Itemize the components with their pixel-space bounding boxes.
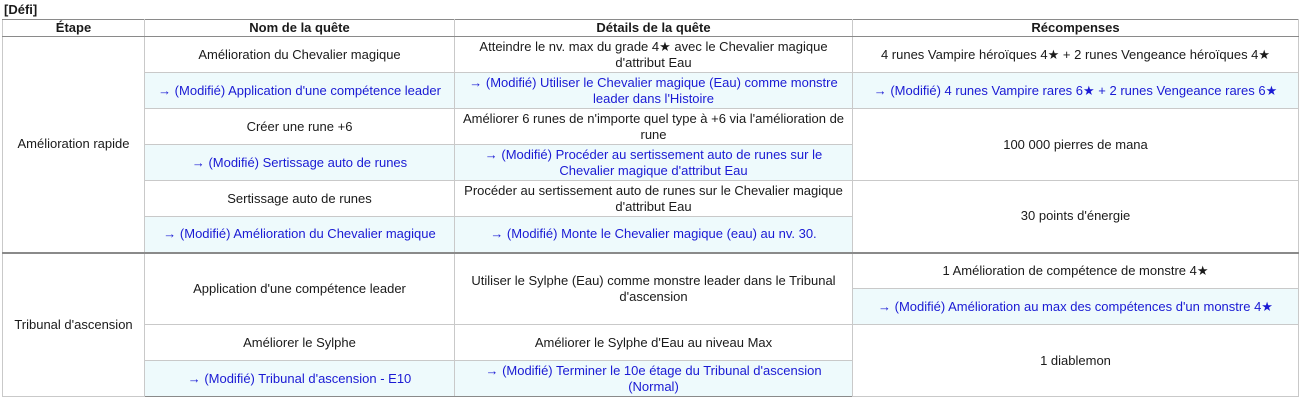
quest-details-cell: Utiliser le Sylphe (Eau) comme monstre leader dans le Tribunal d'ascension bbox=[455, 253, 853, 325]
quest-name-cell: Amélioration du Chevalier magique bbox=[145, 37, 455, 73]
header-quest-name: Nom de la quête bbox=[145, 20, 455, 37]
quest-details-cell: Procéder au sertissement auto de runes sur le Chevalier magique d'attribut Eau bbox=[455, 181, 853, 217]
reward-cell: 30 points d'énergie bbox=[853, 181, 1299, 253]
reward-cell: 100 000 pierres de mana bbox=[853, 109, 1299, 181]
stage-cell: Amélioration rapide bbox=[3, 37, 145, 253]
table-row bbox=[3, 181, 1299, 217]
quest-name-cell: Application d'une compétence leader bbox=[145, 253, 455, 325]
section-caption: [Défi] bbox=[4, 2, 38, 17]
header-quest-details: Détails de la quête bbox=[455, 20, 853, 37]
reward-cell: 4 runes Vampire héroïques 4★ + 2 runes Vengeance héroïques 4★ bbox=[853, 37, 1299, 73]
modified-quest-details-cell: → (Modifié) Terminer le 10e étage du Tribunal d'ascension (Normal) bbox=[455, 361, 853, 397]
header-row bbox=[3, 20, 1299, 37]
stage-cell: Tribunal d'ascension bbox=[3, 253, 145, 397]
modified-quest-name-cell: → (Modifié) Tribunal d'ascension - E10 bbox=[145, 361, 455, 397]
modified-quest-details-cell: → (Modifié) Monte le Chevalier magique (eau) au nv. 30. bbox=[455, 217, 853, 253]
header-rewards: Récompenses bbox=[853, 20, 1299, 37]
modified-reward-cell: → (Modifié) 4 runes Vampire rares 6★ + 2 runes Vengeance rares 6★ bbox=[853, 73, 1299, 109]
modified-quest-name-cell: → (Modifié) Amélioration du Chevalier magique bbox=[145, 217, 455, 253]
modified-reward-cell: → (Modifié) Amélioration au max des compétences d'un monstre 4★ bbox=[853, 289, 1299, 325]
quest-details-cell: Atteindre le nv. max du grade 4★ avec le Chevalier magique d'attribut Eau bbox=[455, 37, 853, 73]
reward-cell: 1 Amélioration de compétence de monstre 4★ bbox=[853, 253, 1299, 289]
modified-quest-details-cell: → (Modifié) Procéder au sertissement auto de runes sur le Chevalier magique d'attribut Eau bbox=[455, 145, 853, 181]
modified-quest-name-cell: → (Modifié) Sertissage auto de runes bbox=[145, 145, 455, 181]
quest-name-cell: Créer une rune +6 bbox=[145, 109, 455, 145]
quest-name-cell: Améliorer le Sylphe bbox=[145, 325, 455, 361]
quest-details-cell: Améliorer 6 runes de n'importe quel type à +6 via l'amélioration de rune bbox=[455, 109, 853, 145]
quest-name-cell: Sertissage auto de runes bbox=[145, 181, 455, 217]
table-row-modified bbox=[3, 73, 1299, 109]
table-row bbox=[3, 253, 1299, 289]
modified-quest-details-cell: → (Modifié) Utiliser le Chevalier magique (Eau) comme monstre leader dans l'Histoire bbox=[455, 73, 853, 109]
quest-details-cell: Améliorer le Sylphe d'Eau au niveau Max bbox=[455, 325, 853, 361]
table-row bbox=[3, 109, 1299, 145]
table-row bbox=[3, 37, 1299, 73]
quest-table bbox=[2, 19, 1299, 397]
reward-cell: 1 diablemon bbox=[853, 325, 1299, 397]
header-stage: Étape bbox=[3, 20, 145, 37]
modified-quest-name-cell: → (Modifié) Application d'une compétence leader bbox=[145, 73, 455, 109]
table-row bbox=[3, 325, 1299, 361]
